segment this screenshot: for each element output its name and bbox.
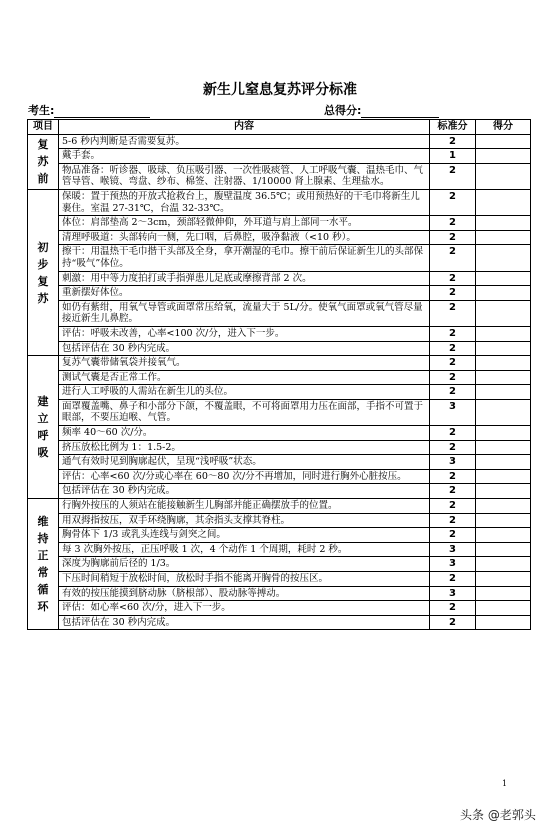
criterion-text: 戴手套。: [59, 149, 430, 164]
standard-score: 2: [430, 426, 476, 441]
standard-score: 2: [430, 356, 476, 371]
header-score: 得分: [476, 120, 531, 135]
document-title: 新生儿窒息复苏评分标准: [203, 82, 357, 98]
score-cell[interactable]: [476, 586, 531, 601]
criterion-text: 下压时间稍短于放松时间，放松时手指不能离开胸骨的按压区。: [59, 572, 430, 587]
score-cell[interactable]: [476, 300, 531, 326]
table-row: [28, 271, 531, 286]
table-row: [28, 528, 531, 543]
standard-score: 2: [430, 528, 476, 543]
score-cell[interactable]: [476, 271, 531, 286]
score-cell[interactable]: [476, 440, 531, 455]
table-row: [28, 615, 531, 630]
table-body: [28, 134, 531, 630]
table-row: [28, 216, 531, 231]
standard-score: 2: [430, 216, 476, 231]
criterion-text: 挤压放松比例为 1：1.5-2。: [59, 440, 430, 455]
score-cell[interactable]: [476, 326, 531, 341]
standard-score: 3: [430, 542, 476, 557]
score-cell[interactable]: [476, 469, 531, 484]
score-cell[interactable]: [476, 134, 531, 149]
total-score-field: [324, 102, 439, 118]
table-row: [28, 245, 531, 271]
criterion-text: 用双拇指按压，双手环绕胸廓，其余指头支撑其脊柱。: [59, 513, 430, 528]
table-header-row: [28, 120, 531, 135]
standard-score: 2: [430, 189, 476, 215]
standard-score: 2: [430, 341, 476, 356]
total-score-blank[interactable]: [361, 106, 439, 118]
header-item: 项目: [28, 120, 59, 135]
table-row: [28, 499, 531, 514]
criterion-text: 测试气囊是否正常工作。: [59, 370, 430, 385]
criterion-text: 物品准备：听诊器、吸球、负压吸引器、一次性吸痰管、人工呼吸气囊、温热毛巾、气管导管、喉镜、弯盘、纱布、棉签、注射器、1/10000 肾上腺素、生理盐水。: [59, 163, 430, 189]
score-cell[interactable]: [476, 513, 531, 528]
section-name: 初步复苏: [37, 240, 49, 305]
table-row: [28, 370, 531, 385]
table-row: [28, 572, 531, 587]
score-cell[interactable]: [476, 399, 531, 425]
standard-score: 2: [430, 300, 476, 326]
standard-score: 2: [430, 572, 476, 587]
table-row: [28, 557, 531, 572]
standard-score: 2: [430, 615, 476, 630]
criterion-text: 清理呼吸道：头部转向一侧，先口咽，后鼻腔，吸净黏液（<10 秒）。: [59, 230, 430, 245]
table-row: [28, 326, 531, 341]
table-row: [28, 440, 531, 455]
criterion-text: 行胸外按压的人须站在能接触新生儿胸部并能正确摆放手的位置。: [59, 499, 430, 514]
standard-score: 2: [430, 326, 476, 341]
total-score-label: 总得分:: [324, 104, 362, 117]
score-cell[interactable]: [476, 356, 531, 371]
criterion-text: 包括评估在 30 秒内完成。: [59, 341, 430, 356]
standard-score: 2: [430, 513, 476, 528]
standard-score: 2: [430, 484, 476, 499]
table-row: [28, 426, 531, 441]
table-row: [28, 286, 531, 301]
table-row: [28, 399, 531, 425]
score-cell[interactable]: [476, 528, 531, 543]
standard-score: 2: [430, 163, 476, 189]
criterion-text: 5-6 秒内判断是否需要复苏。: [59, 134, 430, 149]
score-cell[interactable]: [476, 484, 531, 499]
table-row: [28, 300, 531, 326]
table-row: [28, 149, 531, 164]
criterion-text: 包括评估在 30 秒内完成。: [59, 484, 430, 499]
score-cell[interactable]: [476, 341, 531, 356]
criterion-text: 通气有效时见到胸廓起伏，呈现“浅呼吸”状态。: [59, 455, 430, 470]
criterion-text: 重新摆好体位。: [59, 286, 430, 301]
header-content: 内容: [59, 120, 430, 135]
score-cell[interactable]: [476, 216, 531, 231]
standard-score: 2: [430, 286, 476, 301]
table-row: [28, 341, 531, 356]
criterion-text: 评估：心率<60 次/分或心率在 60～80 次/分不再增加，同时进行胸外心脏按压。: [59, 469, 430, 484]
criterion-text: 频率 40～60 次/分。: [59, 426, 430, 441]
score-cell[interactable]: [476, 499, 531, 514]
score-cell[interactable]: [476, 149, 531, 164]
section-label: [28, 499, 59, 630]
score-cell[interactable]: [476, 370, 531, 385]
standard-score: 2: [430, 271, 476, 286]
standard-score: 2: [430, 440, 476, 455]
criterion-text: 胸骨体下 1/3 或乳头连线与剑突之间。: [59, 528, 430, 543]
criterion-text: 复苏气囊带储氧袋并接氧气。: [59, 356, 430, 371]
section-label: [28, 189, 59, 355]
standard-score: 2: [430, 245, 476, 271]
criterion-text: 每 3 次胸外按压，正压呼吸 1 次，4 个动作 1 个周期，耗时 2 秒。: [59, 542, 430, 557]
standard-score: 3: [430, 455, 476, 470]
table-row: [28, 356, 531, 371]
standard-score: 1: [430, 149, 476, 164]
table-row: [28, 601, 531, 616]
table-row: [28, 230, 531, 245]
score-cell[interactable]: [476, 189, 531, 215]
score-cell[interactable]: [476, 455, 531, 470]
score-cell[interactable]: [476, 572, 531, 587]
criterion-text: 进行人工呼吸的人需站在新生儿的头位。: [59, 385, 430, 400]
criterion-text: 评估：如心率<60 次/分，进入下一步。: [59, 601, 430, 616]
table-row: [28, 455, 531, 470]
standard-score: 2: [430, 385, 476, 400]
score-cell[interactable]: [476, 542, 531, 557]
watermark: 头条 @老郭头: [460, 808, 536, 822]
standard-score: 3: [430, 399, 476, 425]
standard-score: 2: [430, 134, 476, 149]
exam-header: [28, 102, 532, 118]
criterion-text: 擦干：用温热干毛巾揩干头部及全身，拿开潮湿的毛巾。擦干前后保证新生儿的头部保持“吸气”体位。: [59, 245, 430, 271]
score-cell[interactable]: [476, 615, 531, 630]
section-label: [28, 134, 59, 189]
score-cell[interactable]: [476, 426, 531, 441]
header-standard-score: 标准分: [430, 120, 476, 135]
standard-score: 3: [430, 557, 476, 572]
criterion-text: 包括评估在 30 秒内完成。: [59, 615, 430, 630]
section-label: [28, 356, 59, 499]
score-cell[interactable]: [476, 230, 531, 245]
standard-score: 2: [430, 370, 476, 385]
criterion-text: 刺激：用中等力度拍打或手指弹患儿足底或摩擦背部 2 次。: [59, 271, 430, 286]
table-row: [28, 163, 531, 189]
table-row: [28, 134, 531, 149]
criterion-text: 保暖：置于预热的开放式抢救台上，腹壁温度 36.5℃；或用预热好的干毛巾将新生儿裹住。室温 27-31℃，台温 32-33℃。: [59, 189, 430, 215]
score-cell[interactable]: [476, 557, 531, 572]
standard-score: 3: [430, 586, 476, 601]
score-cell[interactable]: [476, 385, 531, 400]
score-cell[interactable]: [476, 286, 531, 301]
examiner-blank[interactable]: [54, 106, 150, 118]
page-number: 1: [502, 779, 508, 788]
scoring-table: [27, 119, 531, 630]
criterion-text: 有效的按压能摸到脐动脉（脐根部）、股动脉等搏动。: [59, 586, 430, 601]
table-row: [28, 586, 531, 601]
criterion-text: 体位：肩部垫高 2～3cm，颈部轻微伸仰，外耳道与肩上部同一水平。: [59, 216, 430, 231]
standard-score: 2: [430, 230, 476, 245]
criterion-text: 深度为胸廓前后径的 1/3。: [59, 557, 430, 572]
table-row: [28, 469, 531, 484]
criterion-text: 面罩覆盖嘴、鼻子和小部分下颌，不覆盖眼，不可将面罩用力压在面部，手指不可置于眼部，不要压迫喉、气管。: [59, 399, 430, 425]
examiner-label: 考生:: [28, 104, 55, 117]
standard-score: 2: [430, 469, 476, 484]
table-row: [28, 484, 531, 499]
score-cell[interactable]: [476, 163, 531, 189]
criterion-text: 评估：呼吸未改善，心率<100 次/分，进入下一步。: [59, 326, 430, 341]
table-row: [28, 542, 531, 557]
table-row: [28, 385, 531, 400]
criterion-text: 如仍有紫绀，用氧气导管或面罩常压给氧，流量大于 5L/分。使氧气面罩或氧气管尽量接近新生儿鼻腔。: [59, 300, 430, 326]
section-name: 建立呼吸: [37, 395, 49, 460]
standard-score: 2: [430, 499, 476, 514]
section-name: 维持正常循环: [37, 515, 49, 614]
score-cell[interactable]: [476, 245, 531, 271]
table-row: [28, 189, 531, 215]
score-cell[interactable]: [476, 601, 531, 616]
section-name: 复苏前: [37, 138, 49, 186]
table-row: [28, 513, 531, 528]
examiner-field: [28, 102, 150, 118]
standard-score: 2: [430, 601, 476, 616]
